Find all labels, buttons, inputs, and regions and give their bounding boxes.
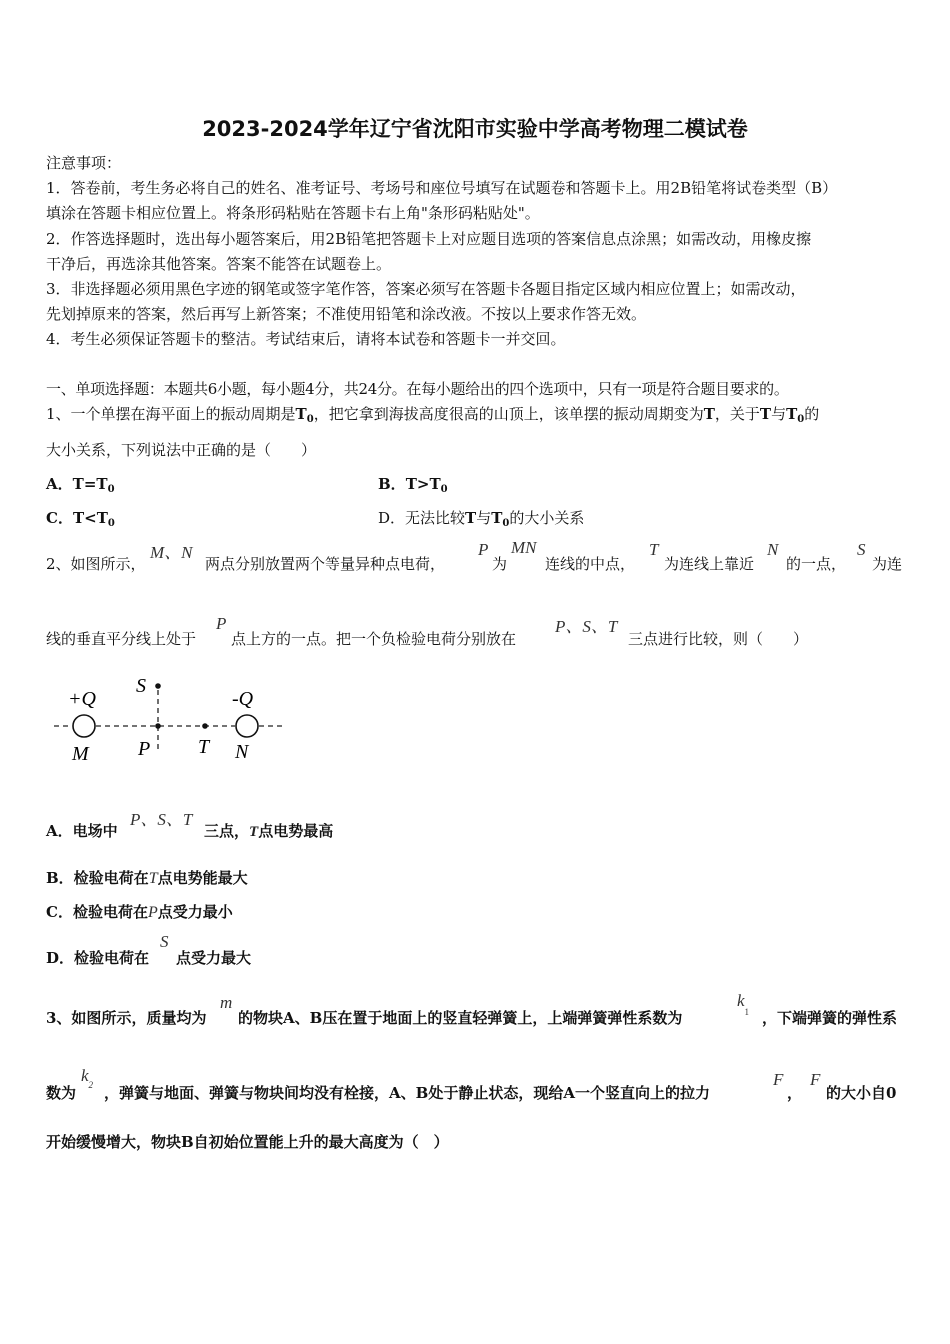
question-2-text: 为 [492,555,508,573]
charge-diagram [46,668,296,768]
math-k2: $k_2$ [81,1066,94,1090]
question-2-stem-line2: 线的垂直平分线上处于 [46,630,197,648]
math-P: P [478,540,489,559]
notice-line: 1．答卷前，考生务必将自己的姓名、准考证号、考场号和座位号填写在试题卷和答题卡上。用2B铅笔将试卷类型（B） [46,179,838,197]
question-2-option-a-text: 三点，T点电势最高 [204,822,334,840]
notice-line: 先划掉原来的答案，然后再写上新答案；不准使用铅笔和涂改液。不按以上要求作答无效。 [46,305,647,323]
math-PST: P、S、T [555,617,618,636]
notice-line: 4．考生必须保证答题卡的整洁。考试结束后，请将本试卷和答题卡一并交回。 [46,330,566,348]
notice-line: 填涂在答题卡相应位置上。将条形码粘贴在答题卡右上角"条形码粘贴处"。 [46,204,540,222]
question-2-text: 点上方的一点。把一个负检验电荷分别放在 [231,630,517,648]
notice-heading: 注意事项： [46,154,122,172]
math-m: m [220,993,233,1012]
label-P: P [138,738,151,760]
page-title: 2023-2024学年辽宁省沈阳市实验中学高考物理二模试卷 [202,117,748,141]
question-3-text: ， [787,1084,803,1102]
question-1-option-b[interactable]: B．$T>T_0$ [378,475,448,495]
question-3-text: ，弹簧与地面、弹簧与物块间均没有栓接，A、B处于静止状态，现给A一个竖直向上的拉力 [104,1084,710,1102]
question-2-option-d[interactable]: D．检验电荷在 [46,949,150,967]
question-3-text: 的物块A、B压在置于地面上的竖直轻弹簧上，上端弹簧弹性系数为 [238,1009,683,1027]
label-M: M [72,743,89,765]
question-1-option-a[interactable]: A．$T=T_0$ [46,475,115,495]
math-N: N [767,540,779,559]
math-S: S [160,932,169,951]
question-2-text: 的一点， [786,555,847,573]
math-P: P [216,614,227,633]
question-3-stem-line3: 开始缓慢增大，物块B自初始位置能上升的最大高度为（ ） [46,1133,449,1151]
label-S: S [136,675,146,697]
math-F: F [773,1070,784,1089]
question-2-text: 两点分别放置两个等量异种点电荷， [205,555,446,573]
point-T-dot [202,723,208,729]
question-2-text: 为连线上靠近 [664,555,755,573]
label-N: N [235,741,249,763]
question-1-option-d[interactable]: D．无法比较T与$T_0$的大小关系 [378,509,585,529]
math-PST: P、S、T [130,810,193,829]
question-2-text: 为连 [872,555,903,573]
question-3-text: 的大小自0 [826,1084,897,1102]
notice-line: 干净后，再选涂其他答案。答案不能答在试题卷上。 [46,255,392,273]
question-1-option-c[interactable]: C．$T<T_0$ [46,509,115,529]
math-F: F [810,1070,821,1089]
math-S: S [857,540,866,559]
question-2-option-a[interactable]: A．电场中 [46,822,118,840]
label-T: T [198,736,210,758]
question-2-text: 三点进行比较，则（ ） [628,630,809,648]
question-1-stem-line2: 大小关系，下列说法中正确的是（ ） [46,441,317,459]
charge-M-circle [73,715,95,737]
math-T: T [649,540,659,559]
question-2-option-c[interactable]: C．检验电荷在P点受力最小 [46,903,233,921]
math-MN: MN [511,538,537,557]
question-3-stem: 3、如图所示，质量均为 [46,1009,207,1027]
question-2-stem: 2、如图所示， [46,555,146,573]
notice-line: 2．作答选择题时，选出每小题答案后，用2B铅笔把答题卡上对应题目选项的答案信息点涂黑；如需改动，用橡皮擦 [46,230,812,248]
question-3-text: ，下端弹簧的弹性系 [762,1009,898,1027]
point-S-dot [155,683,161,689]
notice-line: 3．非选择题必须用黑色字迹的钢笔或签字笔作答，答案必须写在答题卡各题目指定区域内相应位置上；如需改动， [46,280,806,298]
label-plus-q: +Q [68,688,96,710]
charge-N-circle [236,715,258,737]
question-3-stem-line2: 数为 [46,1084,77,1102]
question-2-option-d-text: 点受力最大 [176,949,252,967]
question-2-option-b[interactable]: B．检验电荷在T点电势能最大 [46,869,248,887]
label-minus-q: -Q [232,688,254,710]
question-2-text: 连线的中点， [545,555,636,573]
point-P-dot [155,723,161,729]
section-heading: 一、单项选择题：本题共6小题，每小题4分，共24分。在每小题给出的四个选项中，只有一项是符合题目要求的。 [46,380,789,398]
question-1-stem: 1、一个单摆在海平面上的振动周期是$T_0$，把它拿到海拔高度很高的山顶上，该单摆的振动周期变为T，关于T与$T_0$的 [46,405,820,425]
math-k1: $k_1$ [737,991,750,1017]
math-MN-points: M、N [150,543,193,562]
